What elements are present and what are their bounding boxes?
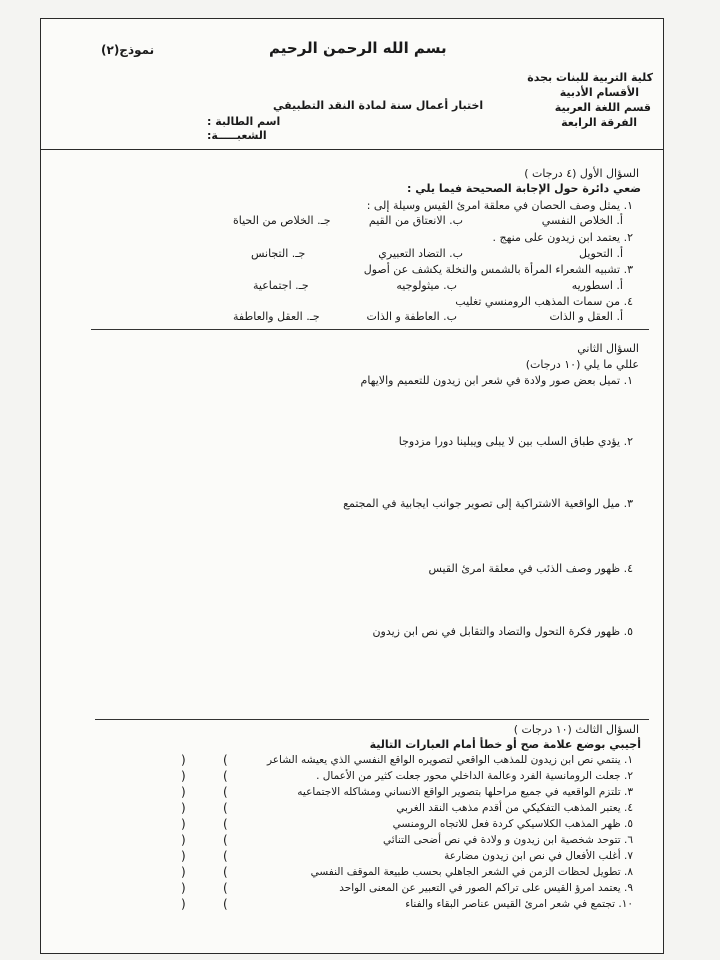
answer-paren-open: ( (223, 753, 228, 767)
q1-item-2-stem: ٢. يعتمد ابن زيدون على منهج . (492, 231, 633, 244)
answer-paren-close: ) (181, 785, 186, 799)
q1-item-4-option-c: جـ. العقل والعاطفة (233, 310, 320, 323)
q3-instruction: أجيبي بوضع علامة صح أو خطأ أمام العبارات التالية (369, 738, 641, 751)
answer-paren-open: ( (223, 849, 228, 863)
answer-paren-close: ) (181, 753, 186, 767)
q3-item-3: ٣. تلتزم الواقعيه في جميع مراحلها بتصوير الواقع الانساني ومشاكله الاجتماعيه (297, 786, 633, 798)
answer-paren-open: ( (223, 833, 228, 847)
basmala: بسم الله الرحمن الرحيم (269, 39, 447, 57)
level: الفرقة الرابعة (561, 116, 637, 129)
q2-title: السؤال الثاني (577, 342, 639, 355)
q3-item-6: ٦. تتوحد شخصية ابن زيدون و ولادة في نص أضحى التنائي (382, 834, 633, 846)
q1-item-4-option-b: ب. العاطفة و الذات (366, 310, 457, 323)
q3-item-10: ١٠. تجتمع في شعر امرئ القيس عناصر البقاء والفناء (405, 898, 633, 910)
q1-item-2-option-b: ب. التضاد التعبيري (378, 247, 463, 260)
q1-item-1-option-b: ب. الانعتاق من القيم (368, 214, 463, 227)
q1-item-3-option-c: جـ. اجتماعية (253, 279, 309, 292)
answer-paren-open: ( (223, 881, 228, 895)
answer-paren-close: ) (181, 849, 186, 863)
q1-item-4-option-a: أ. العقل و الذات (549, 310, 623, 323)
answer-paren-open: ( (223, 801, 228, 815)
student-name-label: اسم الطالبة : (207, 115, 281, 128)
answer-paren-open: ( (223, 865, 228, 879)
model-number: نموذج(٢) (101, 43, 155, 57)
answer-paren-close: ) (181, 865, 186, 879)
college-name: كلية التربية للبنات بجدة (527, 71, 653, 84)
header-divider (41, 149, 663, 150)
q2-item-4: ٤. ظهور وصف الذئب في معلقة امرئ القيس (428, 562, 633, 575)
answer-paren-open: ( (223, 785, 228, 799)
exam-sheet (40, 18, 664, 954)
q1-divider (91, 329, 649, 330)
q1-item-2-option-c: جـ. التجانس (251, 247, 306, 260)
department-2: قسم اللغة العربية (554, 101, 651, 114)
q2-item-5: ٥. ظهور فكرة التحول والتضاد والتقابل في نص ابن زيدون (372, 625, 633, 638)
q2-item-1: ١. تميل بعض صور ولادة في شعر ابن زيدون للتعميم والايهام (360, 374, 633, 387)
answer-paren-open: ( (223, 769, 228, 783)
answer-paren-close: ) (181, 897, 186, 911)
q3-item-5: ٥. ظهر المذهب الكلاسيكي كردة فعل للاتجاه الرومنسي (392, 818, 633, 830)
q1-item-1-option-c: جـ. الخلاص من الحياة (233, 214, 331, 227)
q3-item-8: ٨. تطويل لحظات الزمن في الشعر الجاهلي بحسب طبيعة الموقف النفسي (310, 866, 633, 878)
q1-item-3-stem: ٣. تشبيه الشعراء المرأة بالشمس والنخلة يكشف عن أصول (363, 263, 633, 276)
exam-title: اختبار أعمال سنة لمادة النقد التطبيقي (273, 99, 484, 112)
q3-item-4: ٤. يعتبر المذهب التفكيكي من أقدم مذهب النقد الغربي (396, 802, 633, 814)
q2-item-2: ٢. يؤدي طباق السلب بين لا يبلى ويبلينا دورا مزدوجا (398, 435, 633, 448)
q1-item-3-option-a: أ. اسطوريه (571, 279, 623, 292)
q1-title: السؤال الأول (٤ درجات ) (524, 167, 639, 180)
department-1: الأقسام الأدبية (559, 86, 639, 99)
section-label: الشعبـــــة: (207, 129, 267, 142)
q3-item-7: ٧. أغلب الأفعال في نص ابن زيدون مضارعة (444, 850, 633, 862)
q3-item-2: ٢. جعلت الرومانسية الفرد وعالمة الداخلي محور جعلت كثير من الأعمال . (316, 770, 633, 782)
q3-item-1: ١. ينتمي نص ابن زيدون للمذهب الواقعي لتصويره الواقع النفسي الذي يعيشه الشاعر (266, 754, 633, 766)
answer-paren-close: ) (181, 769, 186, 783)
q3-item-9: ٩. يعتمد امرؤ القيس على تراكم الصور في التعبير عن المعنى الواحد (339, 882, 633, 894)
q1-item-1-option-a: أ. الخلاص النفسي (541, 214, 623, 227)
q2-divider (95, 719, 649, 720)
answer-paren-close: ) (181, 833, 186, 847)
q3-title: السؤال الثالث (١٠ درجات ) (513, 723, 639, 736)
answer-paren-open: ( (223, 897, 228, 911)
answer-paren-open: ( (223, 817, 228, 831)
answer-paren-close: ) (181, 801, 186, 815)
q1-item-1-stem: ١. يمثل وصف الحصان في معلقة امرئ القيس وسيلة إلى : (366, 199, 633, 212)
q1-item-3-option-b: ب. ميثولوجيه (396, 279, 457, 292)
answer-paren-close: ) (181, 817, 186, 831)
q2-instruction: عللي ما يلي (١٠ درجات) (525, 358, 639, 371)
answer-paren-close: ) (181, 881, 186, 895)
q2-item-3: ٣. ميل الواقعية الاشتراكية إلى تصوير جوانب ايجابية في المجتمع (343, 497, 633, 510)
q1-item-4-stem: ٤. من سمات المذهب الرومنسي تغليب (455, 295, 633, 308)
q1-item-2-option-a: أ. التحويل (579, 247, 623, 260)
q1-instruction: ضعي دائرة حول الإجابة الصحيحة فيما يلي : (407, 182, 641, 195)
